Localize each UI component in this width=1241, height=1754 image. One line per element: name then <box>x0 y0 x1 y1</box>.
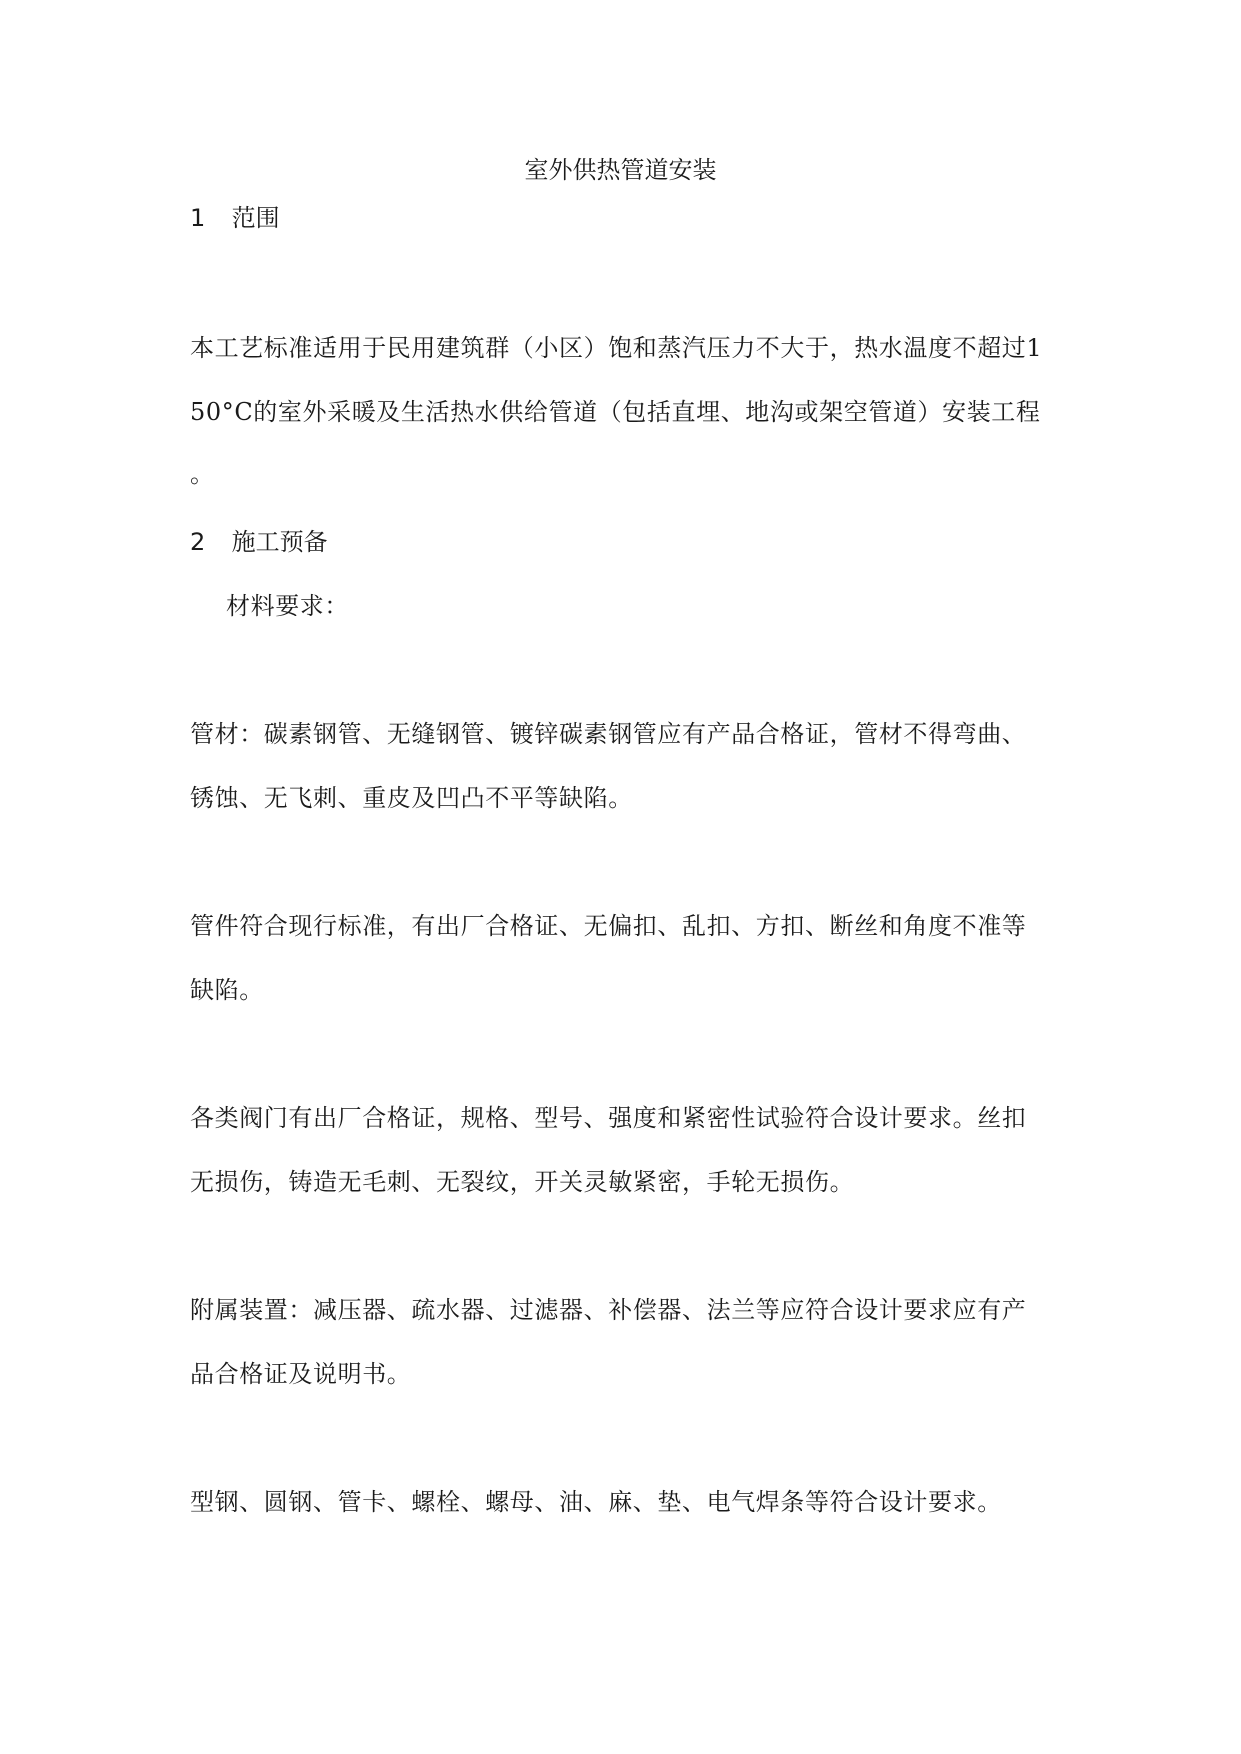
paragraph-line: 附属装置：减压器、疏水器、过滤器、补偿器、法兰等应符合设计要求应有产 <box>190 1296 1027 1324</box>
section-2-title: 施工预备 <box>231 528 328 556</box>
paragraph-line: 管件符合现行标准，有出厂合格证、无偏扣、乱扣、方扣、断丝和角度不准等 <box>190 912 1027 940</box>
section-1-heading <box>190 198 280 238</box>
section-2-subheading: 材料要求： <box>226 592 349 620</box>
section-1-line-3: 。 <box>190 460 215 488</box>
paragraph-line: 型钢、圆钢、管卡、螺栓、螺母、油、麻、垫、电气焊条等符合设计要求。 <box>190 1488 1002 1516</box>
section-1-line-1: 本工艺标准适用于民用建筑群（小区）饱和蒸汽压力不大于，热水温度不超过1 <box>190 334 1043 362</box>
paragraph-line: 品合格证及说明书。 <box>190 1360 412 1388</box>
paragraph-line: 无损伤，铸造无毛刺、无裂纹，开关灵敏紧密，手轮无损伤。 <box>190 1168 855 1196</box>
section-1-number: 1 <box>190 204 206 232</box>
document-title: 室外供热管道安装 <box>524 156 717 184</box>
paragraph-line: 各类阀门有出厂合格证，规格、型号、强度和紧密性试验符合设计要求。丝扣 <box>190 1104 1027 1132</box>
section-2-number: 2 <box>190 528 206 556</box>
section-1-line-2: 50°C的室外采暖及生活热水供给管道（包括直埋、地沟或架空管道）安装工程 <box>190 398 1041 426</box>
section-2-heading <box>190 522 328 562</box>
paragraph-line: 缺陷。 <box>190 976 264 1004</box>
section-1-title: 范围 <box>231 204 280 232</box>
paragraph-line: 锈蚀、无飞刺、重皮及凹凸不平等缺陷。 <box>190 784 633 812</box>
paragraph-line: 管材：碳素钢管、无缝钢管、镀锌碳素钢管应有产品合格证，管材不得弯曲、 <box>190 720 1027 748</box>
